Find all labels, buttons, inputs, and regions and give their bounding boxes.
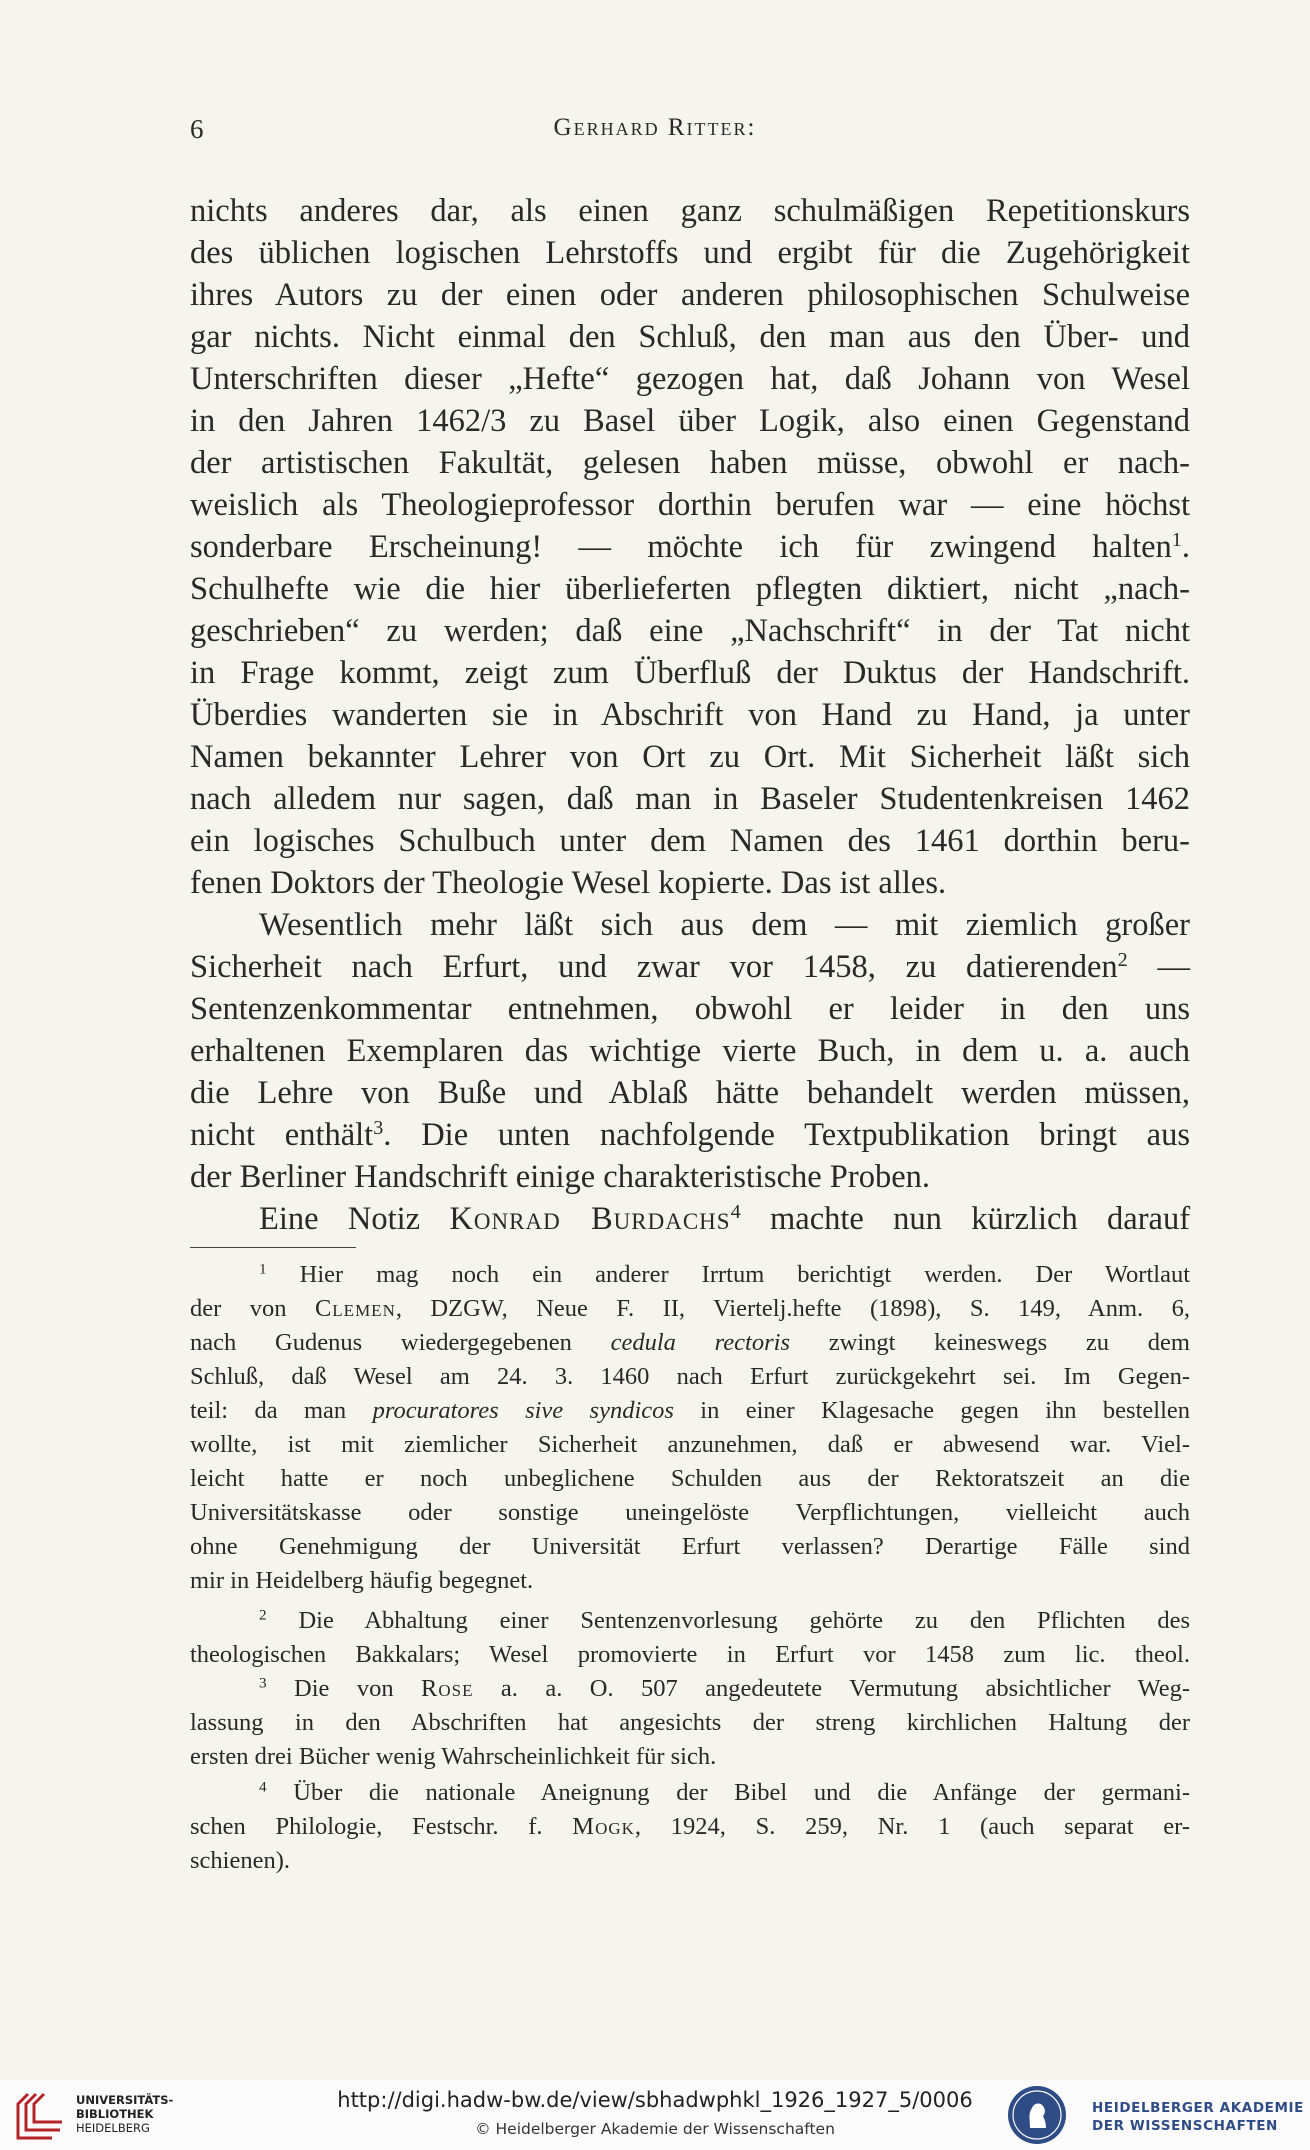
body-line: Namen bekannter Lehrer von Ort zu Ort. Mit Sicherheit läßt sich [190,739,1190,775]
italic-term: procuratores sive syndicos [372,1397,674,1424]
footnote-rule [190,1247,356,1248]
footnote-line: leicht hatte er noch unbeglichene Schulden aus der Rektoratszeit an die [190,1465,1190,1492]
body-line: fenen Doktors der Theologie Wesel kopierte. Das ist alles. [190,865,947,901]
footnote-mark: 4 [730,1200,741,1223]
footnote-line: mir in Heidelberg häufig begegnet. [190,1567,534,1594]
footnote-line: Schluß, daß Wesel am 24. 3. 1460 nach Erfurt zurückgekehrt sei. Im Gegen- [190,1363,1190,1390]
body-line [190,1114,1190,1156]
body-line: Schulhefte wie die hier überlieferten pflegten diktiert, nicht „nach- [190,571,1190,607]
footnote-number: 2 [259,1606,267,1624]
body-text-span: Sicherheit nach Erfurt, und zwar vor 1458, zu datierenden [190,949,1118,985]
body-line: der artistischen Fakultät, gelesen haben müsse, obwohl er nach- [190,445,1190,481]
footnote-text: teil: da man [190,1397,347,1424]
body-line [259,1198,1190,1240]
body-text-span: machte nun kürzlich darauf [740,1201,1191,1237]
author-name: Konrad Burdachs [449,1201,731,1237]
academy-name [1092,2099,1304,2135]
footnote-line [190,1394,1190,1428]
body-line: ihres Autors zu der einen oder anderen philosophischen Schulweise [190,277,1190,313]
footnote-number: 3 [259,1674,267,1692]
footnote-line [259,1776,1190,1810]
body-text-span: nicht enthält [190,1117,374,1153]
footnote-text: Die Abhaltung einer Sentenzenvorlesung gehörte zu den Pflichten des [298,1607,1191,1634]
body-line: Unterschriften dieser „Hefte“ gezogen hat, daß Johann von Wesel [190,361,1190,397]
footnote-line: wollte, ist mit ziemlicher Sicherheit anzunehmen, daß er abwesend war. Viel- [190,1431,1190,1458]
body-line: geschrieben“ zu werden; daß eine „Nachschrift“ in der Tat nicht [190,613,1190,649]
footnote-text: in einer Klagesache gegen ihn bestellen [673,1397,1191,1424]
footnote-text: der von [190,1295,287,1322]
logo-text-line: HEIDELBERG [76,2121,150,2135]
footnote-text: zwingt keineswegs zu dem [790,1329,1190,1356]
academy-seal-icon [1006,2084,1068,2146]
footnote-text: nach Gudenus wiedergegebenen [190,1329,572,1356]
body-text-span: Eine Notiz [259,1201,421,1237]
footnote-line: ohne Genehmigung der Universität Erfurt verlassen? Derartige Fälle sind [190,1533,1190,1560]
footnote-line [190,1326,1190,1360]
body-line: gar nichts. Nicht einmal den Schluß, den man aus den Über- und [190,319,1190,355]
logo-text-line: DER WISSENSCHAFTEN [1092,2118,1278,2134]
footnote-mark: 2 [1117,948,1128,971]
cited-author: Mogk [572,1813,635,1840]
footnote-text: Über die nationale Aneignung der Bibel und die Anfänge der germani- [293,1779,1191,1806]
footnote-line [259,1604,1190,1638]
logo-text-line: HEIDELBERGER AKADEMIE [1092,2100,1304,2116]
footnote-mark: 1 [1171,528,1182,551]
body-text-span: . Die unten nachfolgende Textpublikation bringt aus [383,1117,1190,1153]
body-line: in den Jahren 1462/3 zu Basel über Logik, also einen Gegenstand [190,403,1190,439]
body-line: Wesentlich mehr läßt sich aus dem — mit ziemlich großer [259,907,1190,943]
body-line: nichts anderes dar, als einen ganz schulmäßigen Repetitionskurs [190,193,1190,229]
footnote-line [190,1810,1190,1844]
footnote-text: schen Philologie, Festschr. f. [190,1813,543,1840]
footnote-text: , 1924, S. 259, Nr. 1 (auch separat er- [634,1813,1190,1840]
body-text-span: — [1127,949,1191,985]
body-line: nach alledem nur sagen, daß man in Baseler Studentenkreisen 1462 [190,781,1190,817]
body-text-span: sonderbare Erscheinung! — möchte ich für zwingend halten [190,529,1172,565]
footnote-text: Hier mag noch ein anderer Irrtum berichtigt werden. Der Wortlaut [299,1261,1190,1288]
italic-term: cedula rectoris [610,1329,790,1356]
footnote-line: schienen). [190,1847,290,1874]
body-line: die Lehre von Buße und Ablaß hätte behandelt werden müssen, [190,1075,1190,1111]
body-line: in Frage kommt, zeigt zum Überfluß der Duktus der Handschrift. [190,655,1190,691]
page-number: 6 [190,114,204,144]
permalink-url[interactable]: http://digi.hadw-bw.de/view/sbhadwphkl_1926_1927_5/0006 [337,2088,973,2112]
footnote-text: Die von [294,1675,394,1702]
cited-author: Clemen [314,1295,396,1322]
body-line: weislich als Theologieprofessor dorthin berufen war — eine höchst [190,487,1190,523]
copyright-notice: © Heidelberger Akademie der Wissenschaften [475,2120,835,2138]
footnote-mark: 3 [373,1116,384,1139]
footnote-line: theologischen Bakkalars; Wesel promovierte in Erfurt vor 1458 zum lic. theol. [190,1641,1190,1668]
cited-author: Rose [421,1675,474,1702]
footnote-line: lassung in den Abschriften hat angesichts der streng kirchlichen Haltung der [190,1709,1190,1736]
body-line: Sentenzenkommentar entnehmen, obwohl er leider in den uns [190,991,1190,1027]
footnote-text: a. a. O. 507 angedeutete Vermutung absichtlicher Weg- [473,1675,1191,1702]
footnote-line: ersten drei Bücher wenig Wahrscheinlichkeit für sich. [190,1743,717,1770]
body-line: ein logisches Schulbuch unter dem Namen des 1461 dorthin beru- [190,823,1190,859]
running-head: Gerhard Ritter: [553,114,757,141]
footnote-line [259,1258,1190,1292]
footnote-line [190,1292,1190,1326]
logo-text-line: UNIVERSITÄTS- [76,2093,174,2107]
footnote-text: , DZGW, Neue F. II, Viertelj.hefte (1898), S. 149, Anm. 6, [395,1295,1190,1322]
body-line: sonderbare Erscheinung! — möchte ich für zwingend halten$^1$. [190,528,1190,565]
logo-text-line: BIBLIOTHEK [76,2107,154,2121]
footnote-number: 4 [259,1778,267,1796]
footnote-line [259,1672,1190,1706]
body-line: erhaltenen Exemplaren das wichtige vierte Buch, in dem u. a. auch [190,1033,1190,1069]
body-line: des üblichen logischen Lehrstoffs und ergibt für die Zugehörigkeit [190,235,1190,271]
footnote-line: Universitätskasse oder sonstige uneingelöste Verpflichtungen, vielleicht auch [190,1499,1190,1526]
body-line: Überdies wanderten sie in Abschrift von Hand zu Hand, ja unter [190,697,1190,733]
body-line [190,946,1190,988]
footnote-number: 1 [259,1260,267,1278]
body-line: der Berliner Handschrift einige charakteristische Proben. [190,1159,930,1195]
